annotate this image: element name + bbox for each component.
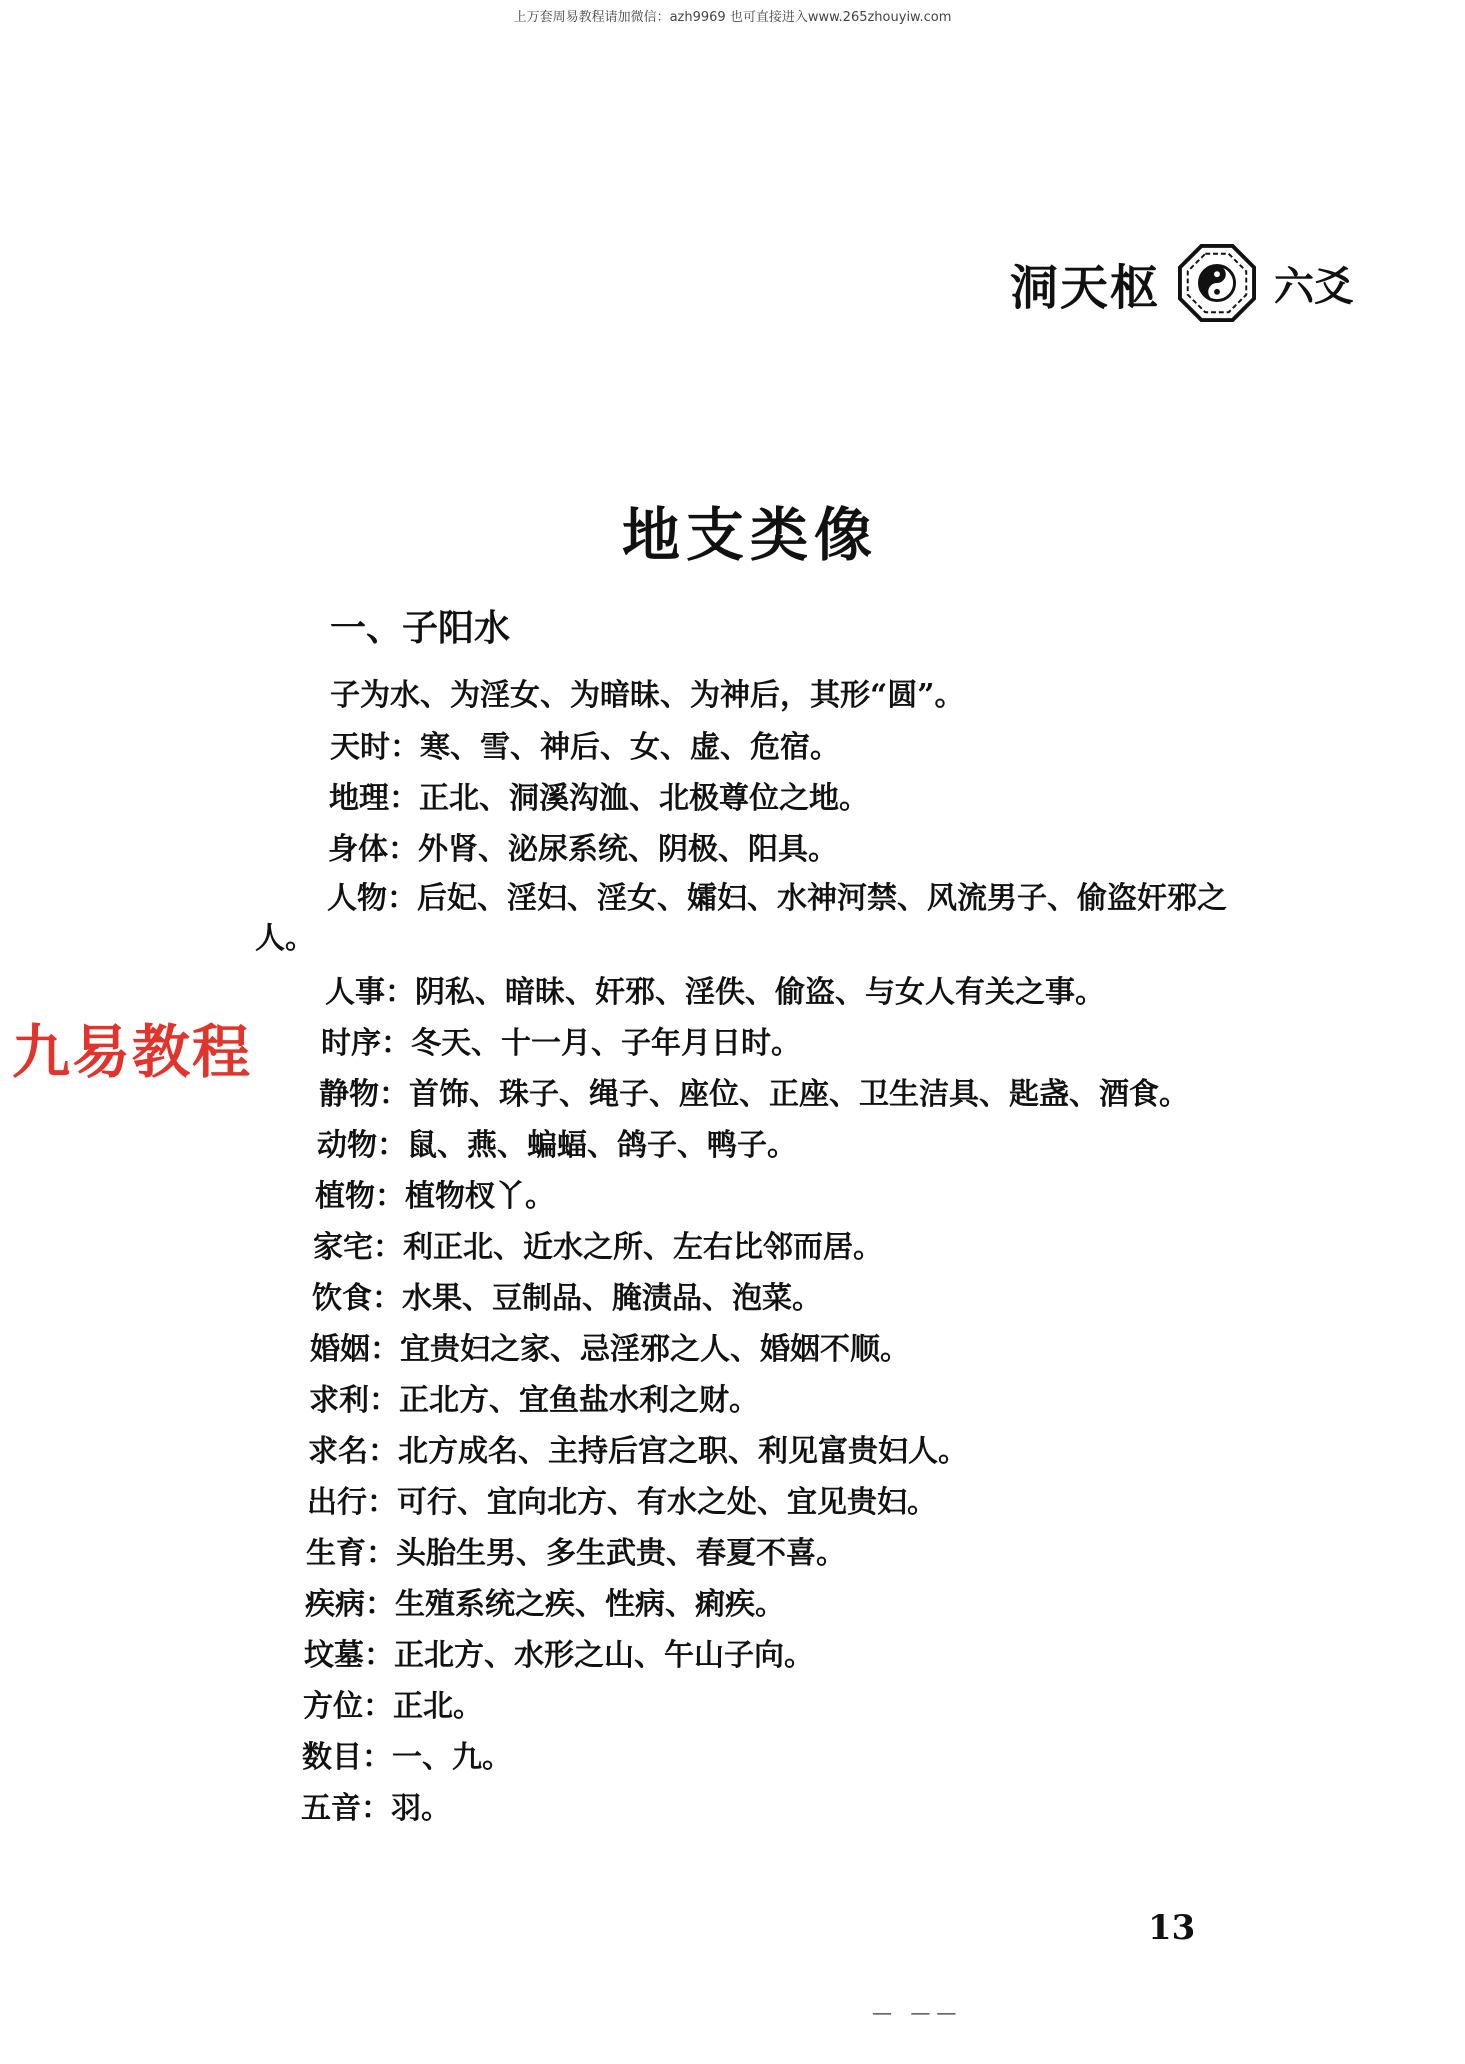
entry-renwu <box>255 879 1235 959</box>
entry-jiazhai <box>255 1222 1245 1273</box>
section-heading: 一、子阳水 <box>330 607 511 649</box>
entry-yinshi <box>255 1273 1245 1324</box>
entry-label: 生育： <box>306 1536 396 1571</box>
entry-text: 正北方、宜鱼盐水利之财。 <box>399 1383 759 1418</box>
entry-label: 坟墓： <box>304 1638 394 1673</box>
entry-text: 正北。 <box>393 1689 483 1724</box>
entry-text: 鼠、燕、蝙蝠、鸽子、鸭子。 <box>407 1128 797 1163</box>
entry-label: 五音： <box>301 1791 391 1826</box>
entry-label: 人物： <box>327 881 417 916</box>
entry-jibing <box>255 1579 1245 1630</box>
entry-text: 首饰、珠子、绳子、座位、正座、卫生洁具、匙盏、酒食。 <box>409 1077 1189 1112</box>
running-header <box>1010 238 1390 328</box>
entry-label: 植物： <box>315 1179 405 1214</box>
entry-text: 北方成名、主持后宫之职、利见富贵妇人。 <box>398 1434 968 1469</box>
page-number: 13 <box>1148 1908 1196 1948</box>
bagua-icon <box>1178 244 1256 322</box>
entry-label: 动物： <box>317 1128 407 1163</box>
book-title: 洞天枢 <box>1010 259 1161 316</box>
entry-label: 数目： <box>302 1740 392 1775</box>
entry-text: 生殖系统之疾、性病、痢疾。 <box>395 1587 785 1622</box>
footer-mark: — —— <box>872 2000 963 2024</box>
entry-text: 利正北、近水之所、左右比邻而居。 <box>403 1230 883 1265</box>
entry-shengyu <box>255 1528 1245 1579</box>
chapter-name: 六爻 <box>1274 262 1355 310</box>
entry-text: 宜贵妇之家、忌淫邪之人、婚姻不顺。 <box>400 1332 910 1367</box>
entry-label: 人事： <box>325 975 415 1010</box>
entry-renshi <box>255 967 1245 1018</box>
entry-text: 水果、豆制品、腌渍品、泡菜。 <box>402 1281 822 1316</box>
entry-jingwu <box>255 1069 1245 1120</box>
entry-text: 寒、雪、神后、女、虚、危宿。 <box>420 730 840 765</box>
entry-dongwu <box>255 1120 1245 1171</box>
entry-list <box>255 722 1245 1834</box>
entry-shenti <box>255 824 1245 875</box>
entry-text: 可行、宜向北方、有水之处、宜见贵妇。 <box>397 1485 937 1520</box>
entry-text: 正北方、水形之山、午山子向。 <box>394 1638 814 1673</box>
entry-dili <box>255 773 1245 824</box>
entry-label: 求利： <box>309 1383 399 1418</box>
entry-label: 静物： <box>319 1077 409 1112</box>
entry-label: 时序： <box>321 1026 411 1061</box>
entry-qiuli <box>255 1375 1245 1426</box>
entry-label: 家宅： <box>313 1230 403 1265</box>
entry-chuxing <box>255 1477 1245 1528</box>
page-title: 地支类像 <box>621 501 878 569</box>
entry-label: 饮食： <box>312 1281 402 1316</box>
top-note: 上万套周易教程请加微信：azh9969 也可直接进入www.265zhouyiw.com <box>513 10 952 25</box>
entry-tianshi <box>255 722 1245 773</box>
entry-wuyin <box>255 1783 1245 1834</box>
entry-shixu <box>255 1018 1245 1069</box>
entry-text: 植物杈丫。 <box>405 1179 555 1214</box>
entry-hunyin <box>255 1324 1245 1375</box>
entry-label: 出行： <box>307 1485 397 1520</box>
entry-label: 天时： <box>330 730 420 765</box>
entry-text: 后妃、淫妇、淫女、孀妇、水神河禁、风流男子、偷盗奸邪之人。 <box>255 881 1227 956</box>
entry-text: 阴私、暗昧、奸邪、淫佚、偷盗、与女人有关之事。 <box>415 975 1105 1010</box>
intro-paragraph: 子为水、为淫女、为暗昧、为神后，其形“圆”。 <box>330 678 965 713</box>
entry-text: 正北、洞溪沟洫、北极尊位之地。 <box>419 781 869 816</box>
entry-qiuming <box>255 1426 1245 1477</box>
entry-text: 一、九。 <box>392 1740 512 1775</box>
entry-label: 婚姻： <box>310 1332 400 1367</box>
entry-shumu <box>255 1732 1245 1783</box>
entry-label: 地理： <box>329 781 419 816</box>
entry-zhiwu <box>255 1171 1245 1222</box>
entry-text: 头胎生男、多生武贵、春夏不喜。 <box>396 1536 846 1571</box>
watermark: 九易教程 <box>12 1018 253 1086</box>
entry-label: 求名： <box>308 1434 398 1469</box>
entry-fangwei <box>255 1681 1245 1732</box>
entry-label: 身体： <box>328 832 418 867</box>
entry-text: 外肾、泌尿系统、阴极、阳具。 <box>418 832 838 867</box>
entry-text: 冬天、十一月、子年月日时。 <box>411 1026 801 1061</box>
entry-fenmu <box>255 1630 1245 1681</box>
entry-text: 羽。 <box>391 1791 451 1826</box>
entry-label: 方位： <box>303 1689 393 1724</box>
entry-label: 疾病： <box>305 1587 395 1622</box>
